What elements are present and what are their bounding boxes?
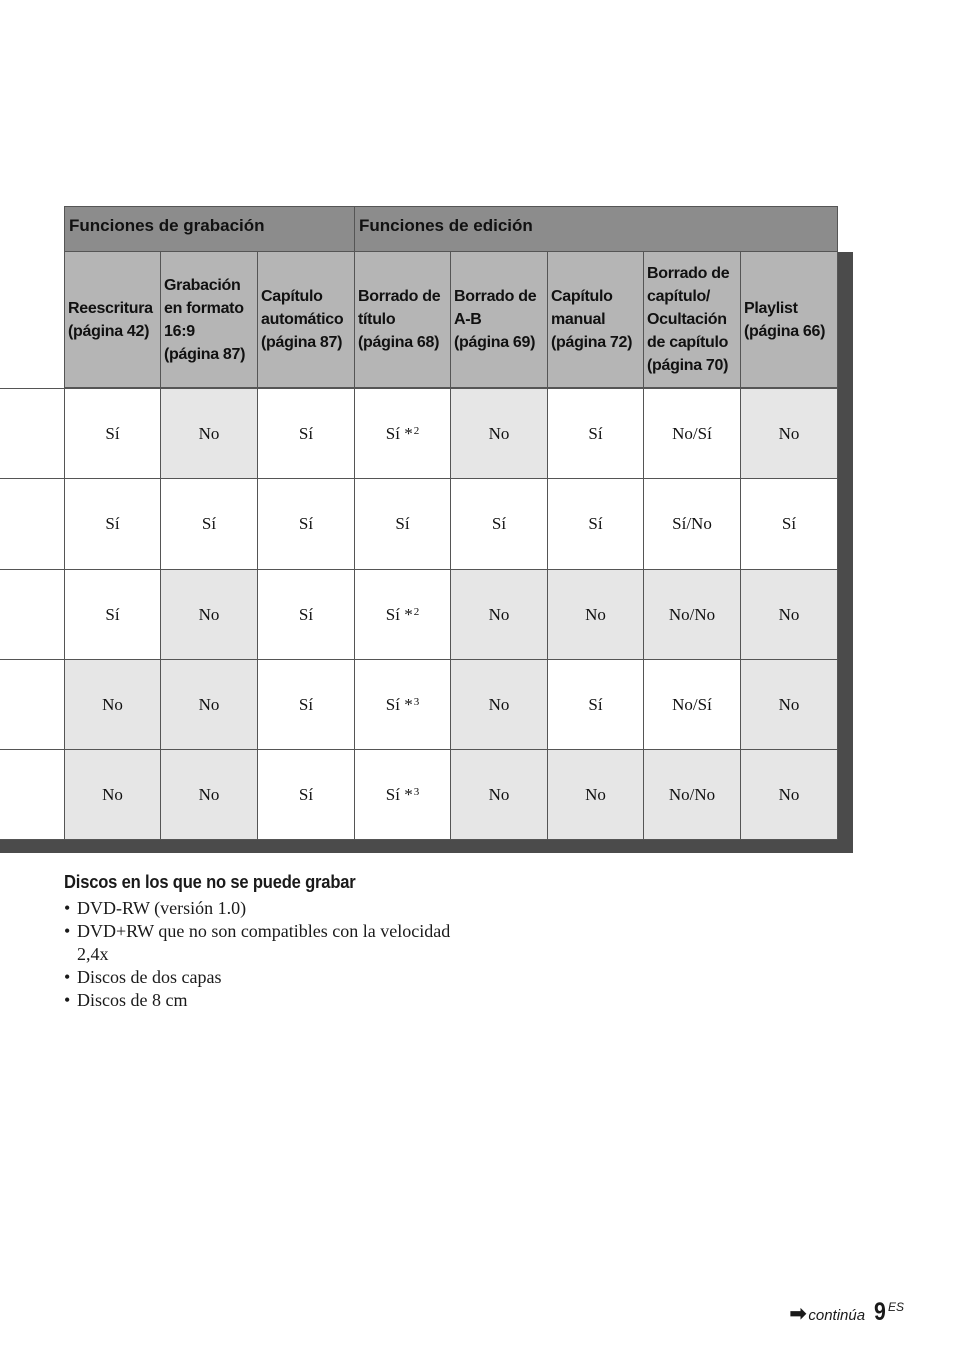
cell-value: Sí * — [385, 604, 413, 624]
cell-value: No/No — [668, 784, 716, 804]
table-cell — [64, 388, 161, 479]
page-number: 9 — [874, 1298, 886, 1326]
cell-value: Sí — [298, 694, 314, 714]
list-item: • DVD+RW que no son compatibles con la velocidad 2,4x — [64, 920, 484, 966]
cell-value: No — [198, 604, 220, 624]
table-cell — [740, 749, 838, 840]
page-footer — [790, 1298, 904, 1327]
table-cell — [450, 388, 548, 479]
table-cell — [64, 749, 161, 840]
cell-value: Sí — [588, 514, 603, 533]
table-cell — [354, 388, 451, 479]
table-cell — [643, 659, 741, 750]
table-cell — [547, 388, 644, 479]
cell-value: Sí — [105, 514, 120, 533]
footnote-marker: 2 — [413, 605, 420, 618]
table-cell — [450, 569, 548, 660]
row-divider — [0, 749, 64, 750]
column-header: Capítulo manual (página 72) — [547, 252, 644, 388]
cell-value: No — [102, 694, 123, 714]
cell-value: No — [102, 784, 123, 804]
column-header: Capítulo automático (página 87) — [257, 252, 355, 388]
column-header: Reescritura (página 42) — [64, 252, 161, 388]
cell-value: Sí — [298, 423, 314, 443]
cell-value: No — [778, 604, 800, 624]
table-cell — [64, 569, 161, 660]
section-title: Discos en los que no se puede grabar — [64, 872, 356, 892]
unrecordable-discs-section — [64, 872, 484, 1012]
row-divider — [0, 839, 64, 840]
table-cell — [160, 569, 258, 660]
table-cell — [547, 569, 644, 660]
table-cell — [257, 659, 355, 750]
table-cell — [257, 749, 355, 840]
cell-value: Sí — [298, 514, 314, 533]
cell-value: No/No — [668, 604, 716, 624]
cell-value: Sí * — [385, 694, 413, 714]
table-cell — [160, 478, 258, 570]
arrow-right-icon: ➡ — [789, 1303, 807, 1325]
table-shadow-right — [838, 252, 853, 853]
table-cell — [160, 388, 258, 479]
column-header: Borrado de capítulo/ Ocultación de capítulo (página 70) — [643, 252, 741, 388]
cell-value: No — [488, 423, 510, 443]
language-code: ES — [887, 1300, 904, 1314]
group-header-editing: Funciones de edición — [354, 206, 838, 252]
cell-value: Sí — [298, 604, 314, 624]
column-header: Borrado de A-B (página 69) — [450, 252, 548, 388]
cell-value: Sí/No — [672, 514, 712, 533]
table-cell — [160, 659, 258, 750]
cell-value: No — [585, 784, 606, 804]
table-cell — [450, 478, 548, 570]
table-cell — [354, 659, 451, 750]
cell-value: Sí — [298, 784, 314, 804]
table-cell — [160, 749, 258, 840]
disc-list — [64, 897, 484, 1012]
table-cell — [64, 478, 161, 570]
table-cell — [643, 749, 741, 840]
cell-value: No — [778, 784, 800, 804]
table-cell — [740, 659, 838, 750]
cell-value: Sí — [588, 694, 603, 714]
cell-value: Sí — [395, 514, 410, 533]
table-cell — [740, 569, 838, 660]
row-divider — [0, 569, 64, 570]
cell-value: No — [198, 694, 220, 714]
table-cell — [257, 569, 355, 660]
cell-value: Sí * — [385, 784, 413, 804]
table-shadow-bottom — [0, 840, 853, 853]
table-cell — [354, 749, 451, 840]
list-item: • DVD-RW (versión 1.0) — [64, 897, 484, 920]
footnote-marker: 2 — [413, 424, 420, 437]
table-cell — [354, 478, 451, 570]
table-cell — [257, 478, 355, 570]
cell-value: Sí — [105, 604, 120, 624]
table-cell — [643, 388, 741, 479]
table-cell — [450, 749, 548, 840]
table-cell — [354, 569, 451, 660]
row-divider — [0, 478, 64, 479]
cell-value: No — [488, 784, 510, 804]
cell-value: Sí — [491, 514, 507, 533]
table-cell — [740, 478, 838, 570]
footnote-marker: 3 — [413, 785, 420, 798]
cell-value: No — [198, 423, 220, 443]
footnote-marker: 3 — [413, 695, 420, 708]
table-cell — [547, 659, 644, 750]
table-cell — [547, 478, 644, 570]
list-item: • Discos de 8 cm — [64, 989, 484, 1012]
table-cell — [450, 659, 548, 750]
table-cell — [740, 388, 838, 479]
cell-value: Sí — [588, 423, 603, 443]
cell-value: No — [488, 604, 510, 624]
table-cell — [643, 569, 741, 660]
cell-value: No/Sí — [672, 423, 712, 443]
table-cell — [64, 659, 161, 750]
cell-value: No — [778, 423, 800, 443]
cell-value: Sí — [781, 514, 797, 533]
list-item: • Discos de dos capas — [64, 966, 484, 989]
continues-label: continúa — [808, 1307, 866, 1324]
cell-value: Sí * — [385, 423, 413, 443]
cell-value: No — [198, 784, 220, 804]
row-divider — [0, 388, 64, 389]
group-header-recording: Funciones de grabación — [64, 206, 355, 252]
cell-value: Sí — [201, 514, 217, 533]
row-divider — [0, 659, 64, 660]
cell-value: No — [488, 694, 510, 714]
cell-value: No/Sí — [672, 694, 712, 714]
column-header: Grabación en formato 16:9 (página 87) — [160, 252, 258, 388]
cell-value: Sí — [105, 423, 120, 443]
table-cell — [547, 749, 644, 840]
column-header: Borrado de título (página 68) — [354, 252, 451, 388]
cell-value: No — [585, 604, 606, 624]
column-header: Playlist (página 66) — [740, 252, 838, 388]
table-cell — [643, 478, 741, 570]
table-cell — [257, 388, 355, 479]
cell-value: No — [778, 694, 800, 714]
